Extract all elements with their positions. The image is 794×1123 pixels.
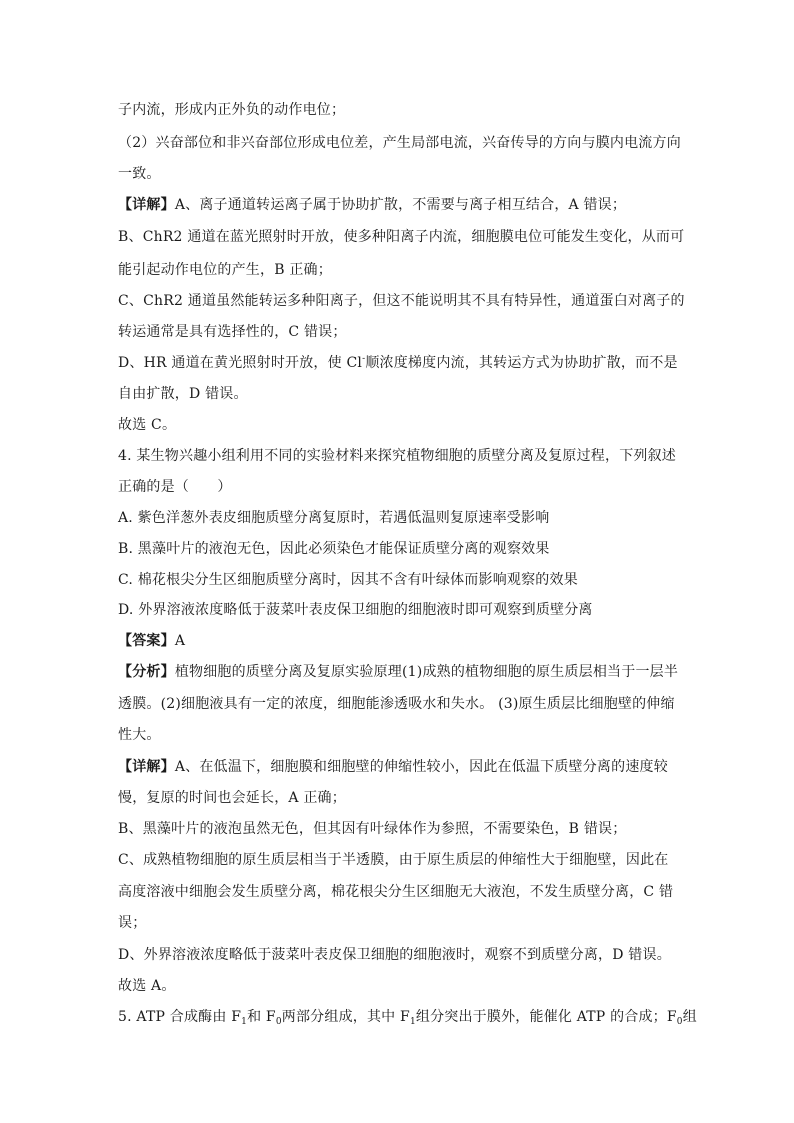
text-run: 故选 C。: [118, 417, 177, 433]
text-run: C. 棉花根尖分生区细胞质壁分离时，因其不含有叶绿体而影响观察的效果: [118, 572, 578, 588]
text-run: 自由扩散，D 错误。: [118, 386, 248, 402]
text-line-8: [118, 322, 347, 342]
text-line-7: [118, 291, 685, 311]
text-line-18: [118, 631, 185, 651]
text-run: 顺浓度梯度内流，其转运方式为协助扩散，而不是: [365, 355, 678, 371]
text-run: 组: [682, 1009, 697, 1025]
text-line-9: [118, 353, 678, 373]
text-run: 故选 A。: [118, 978, 176, 994]
text-line-2: [118, 133, 681, 153]
text-run: A: [174, 633, 186, 649]
text-run: 组分突出于膜外，能催化 ATP 的合成；F: [415, 1009, 677, 1025]
text-run: B、ChR2 通道在蓝光照射时开放，使多种阳离子内流，细胞膜电位可能发生变化，从而可: [118, 229, 685, 245]
text-line-24: [118, 819, 626, 839]
text-line-16: [118, 570, 578, 590]
text-line-30: [118, 1007, 697, 1027]
text-run: 一致。: [118, 166, 161, 182]
section-tag: 【详解】: [118, 197, 175, 213]
text-run: 两部分组成，其中 F: [281, 1009, 410, 1025]
text-run: 植物细胞的质壁分离及复原实验原理(1)成熟的植物细胞的原生质层相当于一层半: [174, 664, 679, 680]
subscript: 1: [409, 1017, 416, 1027]
section-tag: 【分析】: [118, 664, 175, 680]
text-run: 性大。: [118, 727, 161, 743]
text-run: B. 黑藻叶片的液泡无色，因此必须染色才能保证质壁分离的观察效果: [118, 541, 550, 557]
text-run: 5. ATP 合成酶由 F: [118, 1009, 242, 1025]
text-run: B、黑藻叶片的液泡虽然无色，但其因有叶绿体作为参照，不需要染色，B 错误；: [118, 821, 627, 837]
text-line-19: [118, 662, 678, 682]
superscript: -: [362, 354, 366, 364]
text-run: C、成熟植物细胞的原生质层相当于半透膜，由于原生质层的伸缩性大于细胞壁，因此在: [118, 852, 669, 868]
text-line-6: [118, 260, 332, 280]
text-run: D、HR 通道在黄光照射时开放，使 Cl: [118, 355, 363, 371]
text-line-25: [118, 850, 669, 870]
text-line-1: [118, 100, 345, 120]
text-run: 慢，复原的时间也会延长，A 正确；: [118, 790, 346, 806]
text-line-22: [118, 757, 668, 777]
section-tag: 【详解】: [118, 759, 175, 775]
text-run: A. 紫色洋葱外表皮细胞质壁分离复原时，若遇低温则复原速率受影响: [118, 510, 550, 526]
text-line-14: [118, 508, 549, 528]
text-line-5: [118, 227, 684, 247]
text-run: 能引起动作电位的产生，B 正确；: [118, 262, 332, 278]
text-run: 高度溶液中细胞会发生质壁分离，棉花根尖分生区细胞无大液泡，不发生质壁分离，C 错: [118, 884, 674, 900]
text-line-10: [118, 384, 248, 404]
text-line-27: [118, 913, 146, 933]
text-run: D、外界溶液浓度略低于菠菜叶表皮保卫细胞的细胞液时，观察不到质壁分离，D 错误。: [118, 947, 671, 963]
text-run: 和 F: [247, 1009, 276, 1025]
text-run: 透膜。(2)细胞液具有一定的浓度，细胞能渗透吸水和失水。 (3)原生质层比细胞壁的伸缩: [118, 696, 675, 712]
subscript: 0: [275, 1017, 282, 1027]
text-run: C、ChR2 通道虽然能转运多种阳离子，但这不能说明其不具有特异性，通道蛋白对离子的: [118, 293, 685, 309]
text-line-23: [118, 788, 346, 808]
subscript: 1: [241, 1017, 248, 1027]
text-run: D. 外界溶液浓度略低于菠菜叶表皮保卫细胞的细胞液时即可观察到质壁分离: [118, 602, 593, 618]
text-line-17: [118, 600, 593, 620]
text-line-20: [118, 694, 675, 714]
text-line-29: [118, 976, 176, 996]
text-run: （2）兴奋部位和非兴奋部位形成电位差，产生局部电流，兴奋传导的方向与膜内电流方向: [118, 135, 681, 151]
section-tag: 【答案】: [118, 633, 175, 649]
text-line-15: [118, 539, 550, 559]
text-run: 子内流，形成内正外负的动作电位；: [118, 102, 346, 118]
text-run: 误；: [118, 915, 147, 931]
text-run: 4. 某生物兴趣小组利用不同的实验材料来探究植物细胞的质壁分离及复原过程，下列叙述: [118, 448, 677, 464]
text-line-21: [118, 725, 161, 745]
text-line-4: [118, 195, 626, 215]
text-line-13: [118, 477, 232, 497]
text-run: 转运通常是具有选择性的，C 错误；: [118, 324, 347, 340]
subscript: 0: [676, 1017, 683, 1027]
text-line-26: [118, 882, 673, 902]
text-line-28: [118, 945, 671, 965]
text-run: A、在低温下，细胞膜和细胞壁的伸缩性较小，因此在低温下质壁分离的速度较: [174, 759, 668, 775]
text-line-3: [118, 164, 161, 184]
text-line-11: [118, 415, 176, 435]
text-run: A、离子通道转运离子属于协助扩散，不需要与离子相互结合，A 错误；: [174, 197, 627, 213]
text-run: 正确的是（ ）: [118, 479, 232, 495]
text-line-12: [118, 446, 676, 466]
